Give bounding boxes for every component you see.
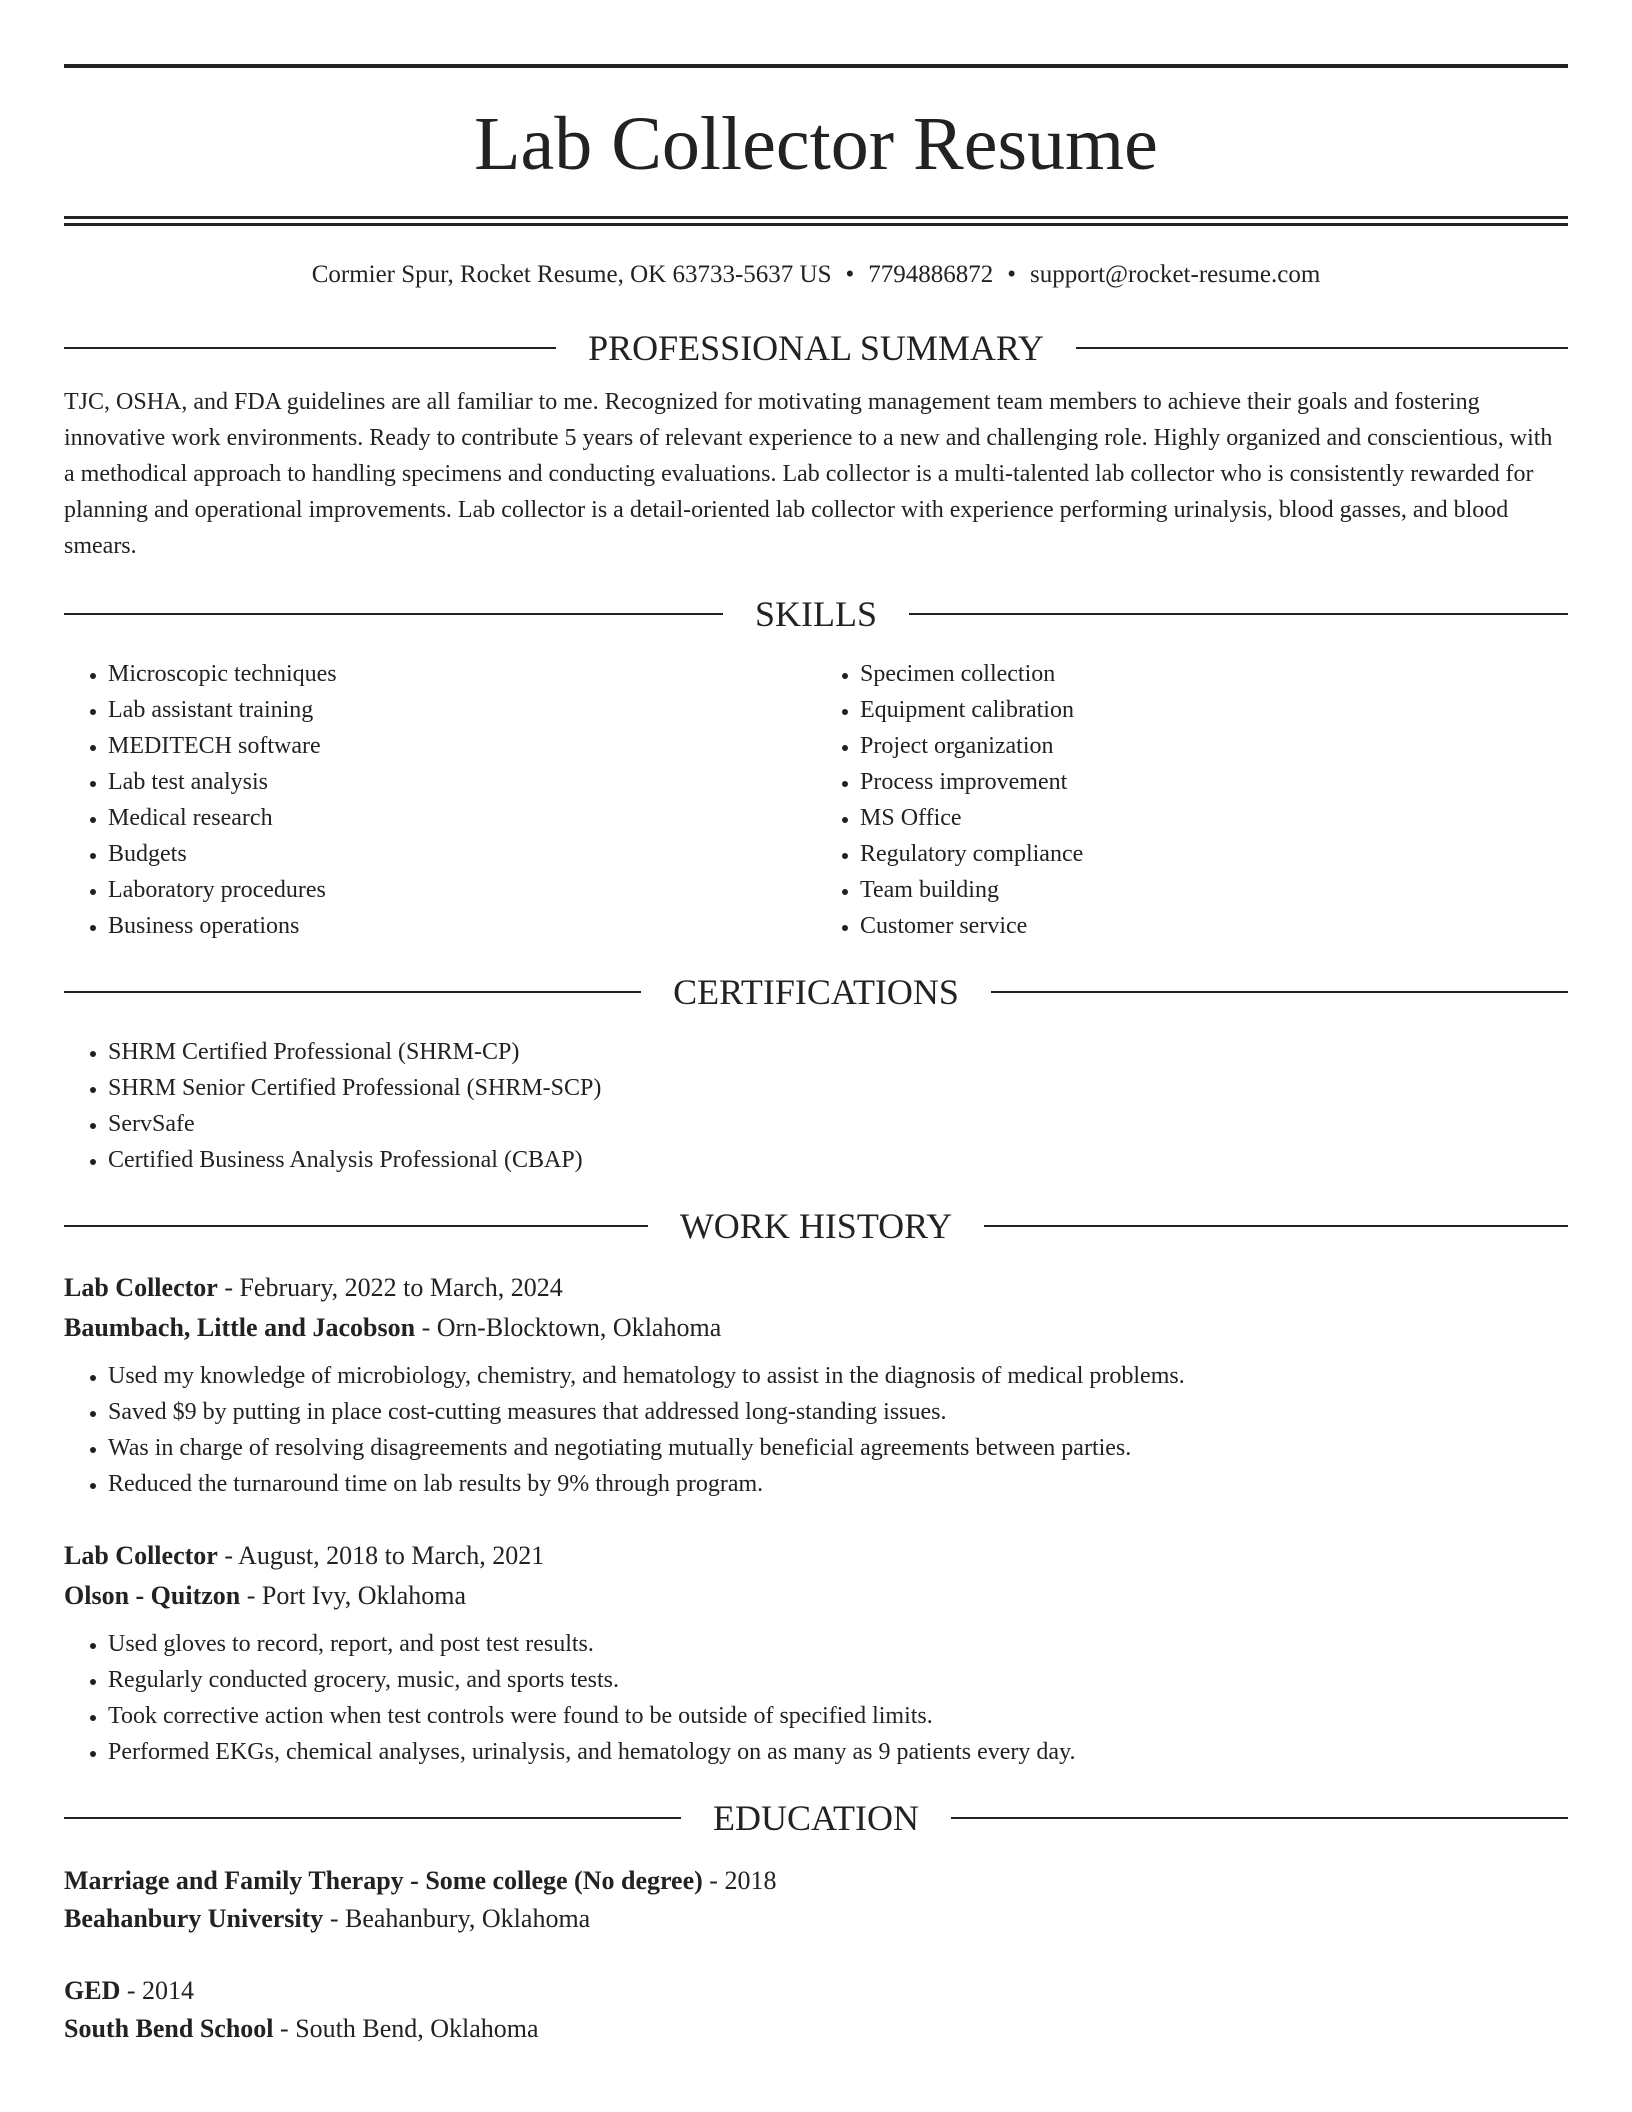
- skill-item: • Equipment calibration: [860, 692, 1568, 728]
- top-rule: [64, 64, 1568, 68]
- job-title: Lab Collector: [64, 1273, 218, 1302]
- skills-column-left: [64, 656, 816, 944]
- contact-line: [64, 260, 1568, 290]
- section-rule: [1076, 347, 1568, 349]
- section-header-work-history: [64, 1204, 1568, 1248]
- certifications-list: [64, 1034, 1568, 1178]
- section-header-skills: [64, 592, 1568, 636]
- education-location: - Beahanbury, Oklahoma: [323, 1904, 591, 1933]
- section-rule: [64, 1817, 681, 1819]
- job-company-line: [64, 1308, 1568, 1348]
- section-header-education: [64, 1796, 1568, 1840]
- job-dates: - February, 2022 to March, 2024: [217, 1273, 563, 1302]
- section-header-summary: [64, 326, 1568, 370]
- education-degree: Marriage and Family Therapy - Some college (No degree): [64, 1866, 703, 1895]
- job-bullet: • Regularly conducted grocery, music, and sports tests.: [108, 1662, 1568, 1698]
- skill-item: • Budgets: [108, 836, 816, 872]
- education-school: Beahanbury University: [64, 1904, 324, 1933]
- job-company: Olson - Quitzon: [64, 1581, 241, 1610]
- education-school-line: [64, 2010, 1568, 2048]
- section-title-education: EDUCATION: [713, 1798, 919, 1838]
- job-bullet: • Saved $9 by putting in place cost-cutting measures that addressed long-standing issues.: [108, 1394, 1568, 1430]
- education-year: - 2014: [120, 1976, 195, 2005]
- skill-item: • Regulatory compliance: [860, 836, 1568, 872]
- education-location: - South Bend, Oklahoma: [273, 2014, 539, 2043]
- section-title-certifications: CERTIFICATIONS: [673, 972, 959, 1012]
- job-title-line: [64, 1268, 1568, 1308]
- job-entry: [64, 1268, 1568, 1502]
- job-bullet: • Used my knowledge of microbiology, chemistry, and hematology to assist in the diagnosis of medical problems.: [108, 1358, 1568, 1394]
- job-entry: [64, 1536, 1568, 1770]
- section-title-summary: PROFESSIONAL SUMMARY: [588, 328, 1044, 368]
- section-rule: [64, 991, 641, 993]
- section-rule: [64, 1225, 648, 1227]
- section-rule: [984, 1225, 1568, 1227]
- skill-item: • Team building: [860, 872, 1568, 908]
- education-school: South Bend School: [64, 2014, 274, 2043]
- job-title: Lab Collector: [64, 1541, 218, 1570]
- job-bullets: [64, 1626, 1568, 1770]
- job-bullet: • Took corrective action when test controls were found to be outside of specified limits.: [108, 1698, 1568, 1734]
- title-double-rule: [64, 216, 1568, 226]
- skill-item: • MEDITECH software: [108, 728, 816, 764]
- skills-column-right: [816, 656, 1568, 944]
- section-title-work-history: WORK HISTORY: [679, 1206, 953, 1246]
- job-bullets: [64, 1358, 1568, 1502]
- section-rule: [64, 613, 723, 615]
- skill-item: • Project organization: [860, 728, 1568, 764]
- skill-item: • MS Office: [860, 800, 1568, 836]
- job-location: - Port Ivy, Oklahoma: [240, 1581, 467, 1610]
- skill-item: • Business operations: [108, 908, 816, 944]
- skill-item: • Microscopic techniques: [108, 656, 816, 692]
- section-rule: [991, 991, 1568, 993]
- contact-address: Cormier Spur, Rocket Resume, OK 63733-5637 US: [311, 261, 832, 288]
- job-dates: - August, 2018 to March, 2021: [217, 1541, 545, 1570]
- certification-item: • SHRM Certified Professional (SHRM-CP): [108, 1034, 1568, 1070]
- skill-item: • Customer service: [860, 908, 1568, 944]
- job-bullet: • Reduced the turnaround time on lab results by 9% through program.: [108, 1466, 1568, 1502]
- skill-item: • Laboratory procedures: [108, 872, 816, 908]
- resume-page: [64, 64, 1568, 2048]
- job-company-line: [64, 1576, 1568, 1616]
- certification-item: • SHRM Senior Certified Professional (SHRM-SCP): [108, 1070, 1568, 1106]
- education-degree: GED: [64, 1976, 121, 2005]
- certification-item: • ServSafe: [108, 1106, 1568, 1142]
- education-school-line: [64, 1900, 1568, 1938]
- job-bullet: • Was in charge of resolving disagreements and negotiating mutually beneficial agreements between parties.: [108, 1430, 1568, 1466]
- education-entry: [64, 1972, 1568, 2048]
- education-entry: [64, 1862, 1568, 1938]
- section-rule: [64, 347, 556, 349]
- education-degree-line: [64, 1972, 1568, 2010]
- skill-item: • Specimen collection: [860, 656, 1568, 692]
- skills-list: [64, 656, 1568, 944]
- job-bullet: • Performed EKGs, chemical analyses, urinalysis, and hematology on as many as 9 patients every day.: [108, 1734, 1568, 1770]
- skill-item: • Lab assistant training: [108, 692, 816, 728]
- contact-email[interactable]: support@rocket-resume.com: [1030, 261, 1321, 288]
- contact-separator: •: [1007, 261, 1017, 288]
- job-title-line: [64, 1536, 1568, 1576]
- job-company: Baumbach, Little and Jacobson: [64, 1313, 416, 1342]
- education-year: - 2018: [702, 1866, 777, 1895]
- education-degree-line: [64, 1862, 1568, 1900]
- page-title: Lab Collector Resume: [474, 102, 1158, 186]
- skill-item: • Process improvement: [860, 764, 1568, 800]
- contact-phone: 7794886872: [868, 261, 994, 288]
- skill-item: • Medical research: [108, 800, 816, 836]
- summary-text: TJC, OSHA, and FDA guidelines are all familiar to me. Recognized for motivating management team members to achieve their goals and fostering innovative work environments. Ready to contribute 5 years of relevant experience to a new and challenging role. Highly organized and conscientious, with a methodical approach to handling specimens and conducting evaluations. Lab collector is a multi-talented lab collector who is consistently rewarded for planning and operational improvements. Lab collector is a detail-oriented lab collector with experience performing urinalysis, blood gasses, and blood smears.: [64, 389, 1553, 559]
- job-location: - Orn-Blocktown, Oklahoma: [415, 1313, 722, 1342]
- section-rule: [951, 1817, 1568, 1819]
- section-title-skills: SKILLS: [755, 594, 878, 634]
- certification-item: • Certified Business Analysis Professional (CBAP): [108, 1142, 1568, 1178]
- section-rule: [909, 613, 1568, 615]
- section-header-certifications: [64, 970, 1568, 1014]
- contact-separator: •: [845, 261, 855, 288]
- skill-item: • Lab test analysis: [108, 764, 816, 800]
- job-bullet: • Used gloves to record, report, and post test results.: [108, 1626, 1568, 1662]
